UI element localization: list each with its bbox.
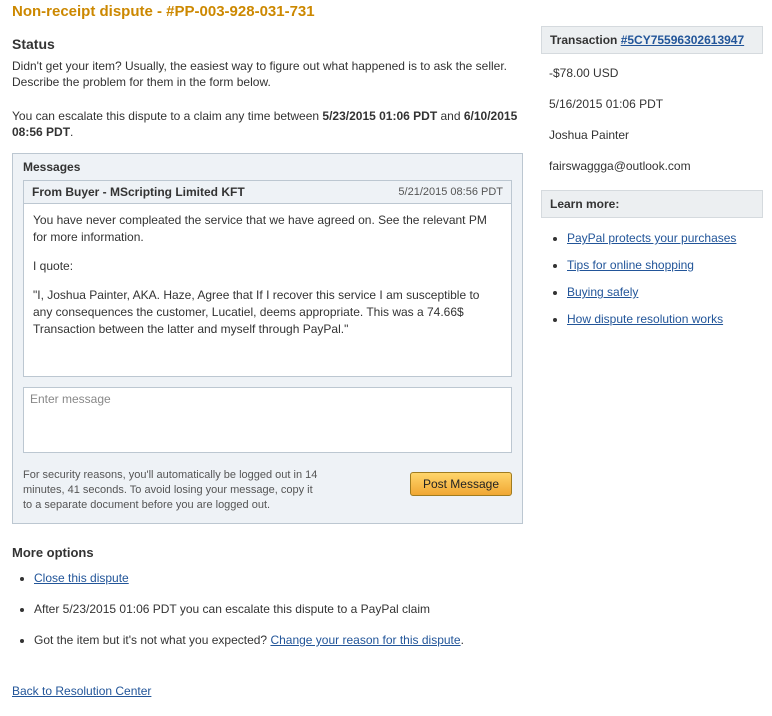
escalate-info xyxy=(12,108,522,140)
message-sender: From Buyer - MScripting Limited KFT xyxy=(32,185,245,199)
transaction-date: 5/16/2015 01:06 PDT xyxy=(549,97,664,111)
message-paragraph-2: I quote: xyxy=(33,259,74,273)
sidebar xyxy=(541,26,763,338)
list-item xyxy=(567,284,763,300)
page-title: Non-receipt dispute - #PP-003-928-031-731 xyxy=(12,3,315,20)
learn-more-header: Learn more: xyxy=(541,190,763,218)
list-item xyxy=(34,632,532,648)
list-item xyxy=(567,311,763,327)
more-options-list xyxy=(12,570,532,648)
status-heading: Status xyxy=(12,36,55,52)
escalate-suffix: . xyxy=(70,125,74,139)
list-item xyxy=(34,570,532,586)
transaction-details xyxy=(541,54,763,173)
back-to-resolution-center xyxy=(12,684,151,698)
learn-more-link-purchases[interactable]: PayPal protects your purchases xyxy=(567,231,737,245)
message-timestamp: 5/21/2015 08:56 PDT xyxy=(398,186,503,198)
list-item xyxy=(567,230,763,246)
list-item xyxy=(34,601,532,617)
change-reason-suffix: . xyxy=(460,633,464,647)
messages-panel-title: Messages xyxy=(13,154,522,180)
learn-more-link-tips[interactable]: Tips for online shopping xyxy=(567,258,694,272)
message-header xyxy=(24,181,511,204)
escalate-start-date: 5/23/2015 01:06 PDT xyxy=(322,109,438,123)
escalate-prefix: You can escalate this dispute to a claim any time between xyxy=(12,109,323,123)
escalate-claim-text: After 5/23/2015 01:06 PDT you can escalate this dispute to a PayPal claim xyxy=(34,602,431,616)
more-options-section xyxy=(12,545,532,663)
change-reason-link[interactable]: Change your reason for this dispute xyxy=(270,633,461,647)
transaction-buyer-name: Joshua Painter xyxy=(549,128,630,142)
transaction-id-link[interactable]: #5CY75596302613947 xyxy=(620,33,745,47)
escalate-end-date: 6/10/2015 08:56 PDT xyxy=(12,109,518,139)
messages-panel xyxy=(12,153,523,524)
transaction-header xyxy=(541,26,763,54)
learn-more-link-dispute-resolution[interactable]: How dispute resolution works xyxy=(567,312,724,326)
escalate-middle: and xyxy=(437,109,464,123)
status-description: Didn't get your item? Usually, the easiest way to figure out what happened is to ask the seller. Describe the problem for them in the form below. xyxy=(12,59,508,89)
post-message-button[interactable]: Post Message xyxy=(410,472,512,496)
messages-body xyxy=(13,180,522,523)
transaction-email: fairswaggga@outlook.com xyxy=(549,159,691,173)
back-link[interactable]: Back to Resolution Center xyxy=(12,684,152,698)
message-item xyxy=(23,180,512,377)
close-dispute-link[interactable]: Close this dispute xyxy=(34,571,129,585)
message-paragraph-1: You have never compleated the service that we have agreed on. See the relevant PM for more information. xyxy=(33,213,487,244)
message-input[interactable] xyxy=(23,387,512,453)
learn-more-link-buying-safely[interactable]: Buying safely xyxy=(567,285,639,299)
message-paragraph-3: "I, Joshua Painter, AKA. Haze, Agree that If I recover this service I am susceptible to any consequences the customer, Lucatiel, deems appropriate. This was a 74.66$ Transaction between the latter and myself through PayPal." xyxy=(33,288,480,336)
list-item xyxy=(567,257,763,273)
message-content xyxy=(24,204,511,376)
status-section xyxy=(12,36,522,140)
message-footer xyxy=(23,468,512,513)
change-reason-prefix: Got the item but it's not what you expected? xyxy=(34,633,271,647)
transaction-label: Transaction xyxy=(550,33,621,47)
more-options-heading: More options xyxy=(12,545,94,560)
learn-more-list xyxy=(541,230,763,327)
security-note: For security reasons, you'll automatically be logged out in 14 minutes, 41 seconds. To avoid losing your message, copy it to a separate document before you are logged out. xyxy=(23,469,318,511)
transaction-amount: -$78.00 USD xyxy=(549,66,619,80)
